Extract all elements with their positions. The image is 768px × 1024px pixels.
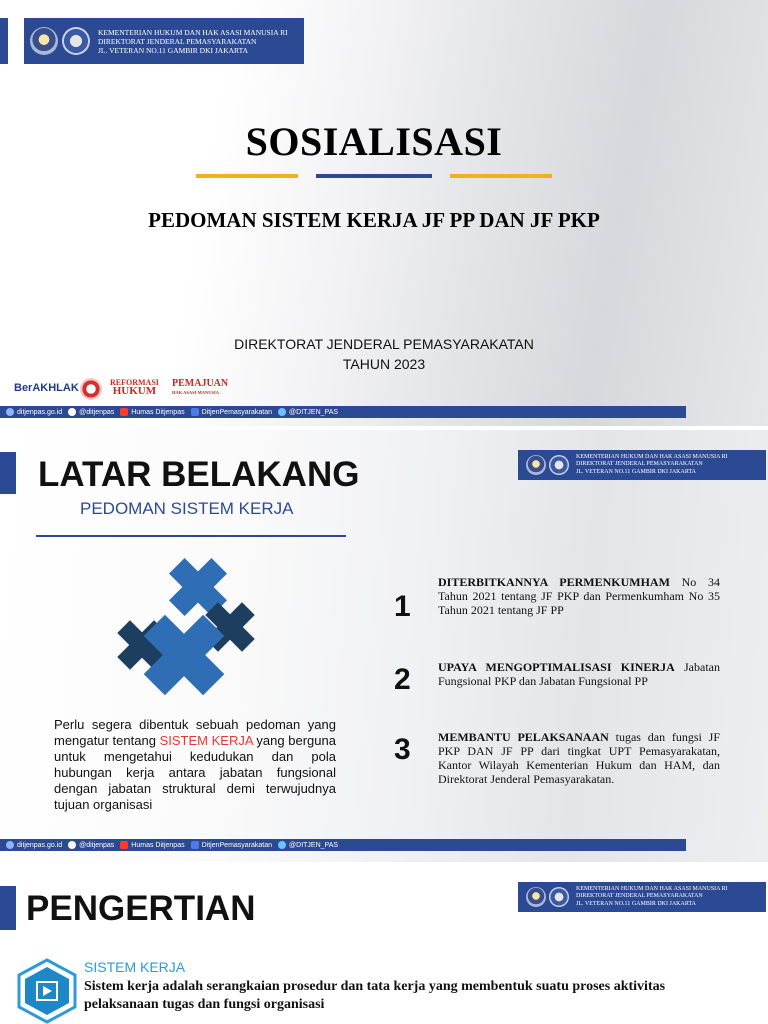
twitter-icon: [278, 408, 286, 416]
social-bar: [0, 406, 686, 418]
subtitle-underline: [36, 535, 346, 537]
header-ministry: KEMENTERIAN HUKUM DAN HAK ASASI MANUSIA RI: [98, 27, 288, 37]
definition-heading: SISTEM KERJA: [84, 959, 186, 975]
instagram-icon: [68, 841, 76, 849]
pemajuan-ham-logo: PEMAJUAN HAK ASASI MANUSIA: [172, 378, 229, 395]
pemasyarakatan-logo-icon: [549, 455, 569, 475]
slide-title: PENGERTIAN: [26, 889, 256, 928]
globe-icon: [6, 841, 14, 849]
social-instagram[interactable]: @ditjenpas: [68, 841, 114, 849]
reformasi-hukum-logo: REFORMASI HUKUM: [110, 378, 159, 397]
social-twitter[interactable]: @DITJEN_PAS: [278, 408, 338, 416]
slide-title: LATAR BELAKANG: [38, 455, 360, 494]
instagram-icon: [68, 408, 76, 416]
pemasyarakatan-logo-icon: [549, 887, 569, 907]
title-rule-right: [450, 174, 552, 178]
title-rule-left: [196, 174, 298, 178]
header-address: JL. VETERAN NO.11 GAMBIR DKI JAKARTA: [98, 45, 248, 55]
left-accent-bar: [0, 452, 16, 494]
organizer-name: DIREKTORAT JENDERAL PEMASYARAKATAN: [234, 336, 534, 352]
pemasyarakatan-logo-icon: [62, 27, 90, 55]
title-rule-center: [316, 174, 432, 178]
organizer-year: TAHUN 2023: [342, 356, 426, 372]
social-website[interactable]: ditjenpas.go.id: [6, 408, 62, 416]
definition-body: Sistem kerja adalah serangkaian prosedur dan tata kerja yang membentuk suatu proses aktivitas pelaksanaan tugas dan fungsi organisasi: [84, 979, 666, 1012]
point-number: 3: [394, 733, 411, 766]
social-instagram[interactable]: @ditjenpas: [68, 408, 114, 416]
social-facebook[interactable]: DitjenPemasyarakatan: [191, 408, 272, 416]
point-number: 1: [394, 590, 411, 623]
highlight-sistem-kerja: SISTEM KERJA: [159, 733, 253, 748]
youtube-icon: [120, 841, 128, 849]
social-facebook[interactable]: DitjenPemasyarakatan: [191, 841, 272, 849]
globe-icon: [6, 408, 14, 416]
left-accent-bar: [0, 18, 8, 64]
social-twitter[interactable]: @DITJEN_PAS: [278, 841, 338, 849]
header-banner: [518, 882, 766, 912]
youtube-icon: [120, 408, 128, 416]
social-youtube[interactable]: Humas Ditjenpas: [120, 408, 184, 416]
header-text: KEMENTERIAN HUKUM DAN HAK ASASI MANUSIA RI DIREKTORAT JENDERAL PEMASYARAKATAN JL. VETERAN NO.11 GAMBIR DKI JAKARTA: [576, 453, 728, 475]
kemenkumham-logo-icon: [526, 887, 546, 907]
play-hexagon-icon: [16, 958, 78, 1024]
slide-subtitle: PEDOMAN SISTEM KERJA JF PP DAN JF PKP: [148, 208, 600, 232]
twitter-icon: [278, 841, 286, 849]
left-accent-bar: [0, 886, 16, 930]
reformasi-hukum-logo-icon: [80, 378, 102, 400]
header-text: KEMENTERIAN HUKUM DAN HAK ASASI MANUSIA RI DIREKTORAT JENDERAL PEMASYARAKATAN JL. VETERAN NO.11 GAMBIR DKI JAKARTA: [576, 885, 728, 907]
kemenkumham-logo-icon: [526, 455, 546, 475]
organizer: [0, 334, 768, 374]
header-banner: [24, 18, 304, 64]
point-number: 2: [394, 663, 411, 696]
social-bar: [0, 839, 686, 851]
puzzle-cross-icon: [112, 555, 262, 700]
slide-title: SOSIALISASI: [245, 119, 503, 164]
kemenkumham-logo-icon: [30, 27, 58, 55]
header-text: [98, 28, 288, 55]
point-item: DITERBITKANNYA PERMENKUMHAM No 34 Tahun 2021 tentang JF PKP dan Permenkumham No 35 Tahun 2021 tentang JF PP: [438, 575, 720, 617]
berakhlak-logo: BerAKHLAK: [14, 382, 79, 394]
facebook-icon: [191, 841, 199, 849]
header-banner: [518, 450, 766, 480]
slide-subtitle: PEDOMAN SISTEM KERJA: [80, 499, 294, 518]
background-paragraph: Perlu segera dibentuk sebuah pedoman yang mengatur tentang SISTEM KERJA yang berguna untuk mengetahui kedudukan dan pola hubungan kerja antara jabatan fungsional dengan jabatan struktural demi terwujudnya tujuan organisasi: [54, 717, 336, 812]
point-item: MEMBANTU PELAKSANAAN tugas dan fungsi JF PKP DAN JF PP dari tingkat UPT Pemasyarakatan, Kantor Wilayah Kementerian Hukum dan HAM, dan Direktorat Jenderal Pemasyarakatan.: [438, 730, 720, 786]
facebook-icon: [191, 408, 199, 416]
social-youtube[interactable]: Humas Ditjenpas: [120, 841, 184, 849]
social-website[interactable]: ditjenpas.go.id: [6, 841, 62, 849]
point-item: UPAYA MENGOPTIMALISASI KINERJA Jabatan Fungsional PKP dan Jabatan Fungsional PP: [438, 660, 720, 688]
header-directorate: DIREKTORAT JENDERAL PEMASYARAKATAN: [98, 36, 257, 46]
slide-sosialisasi: [0, 0, 768, 426]
